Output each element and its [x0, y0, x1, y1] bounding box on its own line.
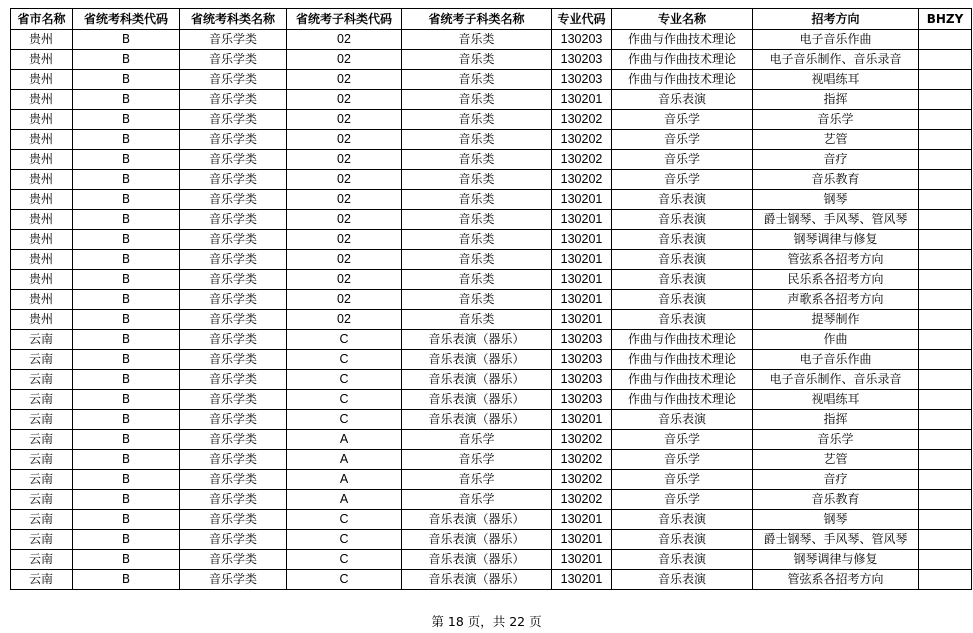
table-row	[11, 510, 972, 530]
cell-subcategory-code: 02	[287, 230, 402, 250]
cell-category-code: B	[73, 290, 180, 310]
cell-category-name: 音乐学类	[180, 390, 287, 410]
cell-category-name: 音乐学类	[180, 250, 287, 270]
cell-category-name: 音乐学类	[180, 30, 287, 50]
table-row	[11, 470, 972, 490]
cell-major-name: 音乐学	[612, 490, 753, 510]
cell-category-name: 音乐学类	[180, 470, 287, 490]
cell-major-code: 130203	[552, 350, 612, 370]
cell-direction: 管弦系各招考方向	[753, 250, 919, 270]
cell-major-code: 130203	[552, 30, 612, 50]
cell-category-code: B	[73, 450, 180, 470]
cell-category-code: B	[73, 510, 180, 530]
cell-province: 贵州	[11, 110, 73, 130]
cell-province: 云南	[11, 430, 73, 450]
cell-bhzy	[919, 390, 972, 410]
cell-bhzy	[919, 550, 972, 570]
cell-subcategory-code: C	[287, 370, 402, 390]
cell-major-code: 130201	[552, 530, 612, 550]
table-row	[11, 170, 972, 190]
cell-province: 云南	[11, 330, 73, 350]
cell-direction: 指挥	[753, 90, 919, 110]
table-row	[11, 110, 972, 130]
cell-subcategory-name: 音乐表演（器乐）	[402, 410, 552, 430]
cell-major-name: 音乐表演	[612, 190, 753, 210]
table-row	[11, 250, 972, 270]
table-row	[11, 330, 972, 350]
cell-direction: 音乐教育	[753, 490, 919, 510]
cell-major-code: 130202	[552, 150, 612, 170]
cell-subcategory-name: 音乐类	[402, 170, 552, 190]
cell-subcategory-name: 音乐类	[402, 150, 552, 170]
cell-bhzy	[919, 70, 972, 90]
cell-province: 云南	[11, 570, 73, 590]
cell-major-name: 作曲与作曲技术理论	[612, 370, 753, 390]
cell-direction: 音乐学	[753, 110, 919, 130]
table-row	[11, 410, 972, 430]
cell-direction: 声歌系各招考方向	[753, 290, 919, 310]
cell-subcategory-name: 音乐表演（器乐）	[402, 550, 552, 570]
cell-subcategory-name: 音乐学	[402, 490, 552, 510]
cell-province: 贵州	[11, 90, 73, 110]
cell-major-name: 音乐学	[612, 110, 753, 130]
cell-major-code: 130201	[552, 290, 612, 310]
cell-major-name: 音乐表演	[612, 530, 753, 550]
cell-subcategory-code: C	[287, 390, 402, 410]
cell-category-code: B	[73, 530, 180, 550]
cell-province: 贵州	[11, 30, 73, 50]
table-row	[11, 430, 972, 450]
cell-province: 云南	[11, 470, 73, 490]
cell-bhzy	[919, 490, 972, 510]
cell-subcategory-name: 音乐学	[402, 450, 552, 470]
cell-major-code: 130202	[552, 430, 612, 450]
cell-major-code: 130201	[552, 310, 612, 330]
cell-direction: 民乐系各招考方向	[753, 270, 919, 290]
cell-subcategory-code: C	[287, 530, 402, 550]
cell-major-code: 130201	[552, 410, 612, 430]
header-category-name: 省统考科类名称	[180, 9, 287, 30]
cell-subcategory-code: 02	[287, 130, 402, 150]
cell-major-code: 130201	[552, 570, 612, 590]
cell-direction: 钢琴	[753, 510, 919, 530]
cell-major-name: 音乐表演	[612, 410, 753, 430]
header-major-name: 专业名称	[612, 9, 753, 30]
cell-major-code: 130201	[552, 250, 612, 270]
cell-province: 贵州	[11, 150, 73, 170]
cell-bhzy	[919, 90, 972, 110]
cell-category-code: B	[73, 130, 180, 150]
cell-major-code: 130202	[552, 130, 612, 150]
cell-direction: 视唱练耳	[753, 390, 919, 410]
cell-category-code: B	[73, 70, 180, 90]
table-body	[11, 30, 972, 590]
cell-subcategory-name: 音乐类	[402, 110, 552, 130]
cell-subcategory-code: A	[287, 470, 402, 490]
cell-major-code: 130201	[552, 90, 612, 110]
cell-bhzy	[919, 330, 972, 350]
cell-major-name: 音乐学	[612, 150, 753, 170]
cell-major-code: 130202	[552, 450, 612, 470]
cell-category-name: 音乐学类	[180, 190, 287, 210]
cell-direction: 提琴制作	[753, 310, 919, 330]
cell-subcategory-code: C	[287, 570, 402, 590]
cell-province: 贵州	[11, 250, 73, 270]
cell-subcategory-name: 音乐表演（器乐）	[402, 510, 552, 530]
cell-major-name: 音乐表演	[612, 230, 753, 250]
cell-major-name: 音乐学	[612, 430, 753, 450]
cell-major-name: 音乐表演	[612, 510, 753, 530]
cell-subcategory-code: 02	[287, 110, 402, 130]
cell-subcategory-code: 02	[287, 210, 402, 230]
cell-category-name: 音乐学类	[180, 270, 287, 290]
cell-direction: 管弦系各招考方向	[753, 570, 919, 590]
cell-province: 贵州	[11, 170, 73, 190]
cell-category-code: B	[73, 30, 180, 50]
cell-direction: 艺管	[753, 450, 919, 470]
cell-subcategory-code: 02	[287, 250, 402, 270]
cell-subcategory-name: 音乐类	[402, 310, 552, 330]
cell-category-code: B	[73, 490, 180, 510]
cell-province: 云南	[11, 510, 73, 530]
header-province: 省市名称	[11, 9, 73, 30]
cell-direction: 爵士钢琴、手风琴、管风琴	[753, 210, 919, 230]
cell-bhzy	[919, 170, 972, 190]
cell-category-name: 音乐学类	[180, 550, 287, 570]
table-row	[11, 190, 972, 210]
cell-province: 云南	[11, 370, 73, 390]
cell-bhzy	[919, 30, 972, 50]
cell-direction: 音疗	[753, 150, 919, 170]
cell-bhzy	[919, 310, 972, 330]
cell-direction: 音乐教育	[753, 170, 919, 190]
cell-major-name: 音乐表演	[612, 210, 753, 230]
cell-direction: 电子音乐作曲	[753, 350, 919, 370]
cell-subcategory-code: A	[287, 430, 402, 450]
cell-subcategory-name: 音乐类	[402, 30, 552, 50]
table-row	[11, 50, 972, 70]
header-direction: 招考方向	[753, 9, 919, 30]
cell-bhzy	[919, 50, 972, 70]
table-row	[11, 350, 972, 370]
table-row	[11, 550, 972, 570]
table-row	[11, 530, 972, 550]
cell-subcategory-name: 音乐类	[402, 70, 552, 90]
cell-bhzy	[919, 410, 972, 430]
cell-major-code: 130201	[552, 210, 612, 230]
cell-major-name: 作曲与作曲技术理论	[612, 390, 753, 410]
cell-category-name: 音乐学类	[180, 230, 287, 250]
cell-major-name: 作曲与作曲技术理论	[612, 70, 753, 90]
cell-province: 贵州	[11, 310, 73, 330]
cell-major-code: 130202	[552, 170, 612, 190]
cell-category-code: B	[73, 370, 180, 390]
table-row	[11, 570, 972, 590]
cell-province: 云南	[11, 410, 73, 430]
cell-province: 云南	[11, 450, 73, 470]
table-row	[11, 270, 972, 290]
cell-category-code: B	[73, 330, 180, 350]
cell-major-code: 130201	[552, 190, 612, 210]
cell-subcategory-name: 音乐类	[402, 250, 552, 270]
cell-subcategory-code: C	[287, 410, 402, 430]
cell-bhzy	[919, 210, 972, 230]
cell-category-name: 音乐学类	[180, 570, 287, 590]
cell-category-code: B	[73, 350, 180, 370]
cell-category-code: B	[73, 410, 180, 430]
cell-subcategory-name: 音乐类	[402, 190, 552, 210]
admissions-table-container	[10, 8, 972, 590]
table-row	[11, 310, 972, 330]
cell-major-name: 作曲与作曲技术理论	[612, 50, 753, 70]
cell-province: 贵州	[11, 70, 73, 90]
cell-major-name: 音乐表演	[612, 310, 753, 330]
cell-category-code: B	[73, 550, 180, 570]
cell-province: 云南	[11, 490, 73, 510]
table-row	[11, 370, 972, 390]
table-row	[11, 150, 972, 170]
cell-province: 云南	[11, 530, 73, 550]
cell-major-name: 音乐学	[612, 470, 753, 490]
cell-category-name: 音乐学类	[180, 310, 287, 330]
header-major-code: 专业代码	[552, 9, 612, 30]
cell-category-name: 音乐学类	[180, 430, 287, 450]
cell-category-code: B	[73, 210, 180, 230]
cell-province: 贵州	[11, 50, 73, 70]
cell-category-code: B	[73, 310, 180, 330]
cell-subcategory-name: 音乐类	[402, 270, 552, 290]
cell-bhzy	[919, 230, 972, 250]
cell-province: 贵州	[11, 230, 73, 250]
table-row	[11, 210, 972, 230]
cell-subcategory-code: C	[287, 350, 402, 370]
cell-major-code: 130201	[552, 270, 612, 290]
header-subcategory-name: 省统考子科类名称	[402, 9, 552, 30]
cell-subcategory-code: 02	[287, 30, 402, 50]
cell-major-code: 130201	[552, 230, 612, 250]
cell-subcategory-code: 02	[287, 310, 402, 330]
cell-major-code: 130202	[552, 490, 612, 510]
cell-subcategory-name: 音乐表演（器乐）	[402, 570, 552, 590]
cell-category-code: B	[73, 270, 180, 290]
cell-subcategory-code: 02	[287, 50, 402, 70]
cell-subcategory-name: 音乐类	[402, 290, 552, 310]
cell-major-name: 音乐表演	[612, 250, 753, 270]
cell-major-code: 130203	[552, 330, 612, 350]
cell-major-code: 130201	[552, 510, 612, 530]
cell-province: 云南	[11, 550, 73, 570]
admissions-table	[10, 8, 972, 590]
cell-bhzy	[919, 530, 972, 550]
cell-bhzy	[919, 270, 972, 290]
cell-category-name: 音乐学类	[180, 210, 287, 230]
cell-major-name: 音乐学	[612, 450, 753, 470]
cell-major-code: 130202	[552, 110, 612, 130]
cell-major-name: 作曲与作曲技术理论	[612, 330, 753, 350]
cell-subcategory-name: 音乐表演（器乐）	[402, 330, 552, 350]
cell-province: 贵州	[11, 270, 73, 290]
cell-category-name: 音乐学类	[180, 450, 287, 470]
cell-subcategory-name: 音乐学	[402, 470, 552, 490]
cell-province: 贵州	[11, 290, 73, 310]
cell-major-name: 音乐表演	[612, 90, 753, 110]
cell-subcategory-name: 音乐表演（器乐）	[402, 530, 552, 550]
table-row	[11, 90, 972, 110]
cell-category-name: 音乐学类	[180, 350, 287, 370]
header-category-code: 省统考科类代码	[73, 9, 180, 30]
cell-bhzy	[919, 470, 972, 490]
cell-category-name: 音乐学类	[180, 490, 287, 510]
cell-category-name: 音乐学类	[180, 510, 287, 530]
cell-category-code: B	[73, 170, 180, 190]
cell-category-name: 音乐学类	[180, 110, 287, 130]
table-row	[11, 30, 972, 50]
cell-direction: 电子音乐制作、音乐录音	[753, 370, 919, 390]
cell-subcategory-name: 音乐类	[402, 230, 552, 250]
cell-direction: 视唱练耳	[753, 70, 919, 90]
cell-direction: 音乐学	[753, 430, 919, 450]
cell-subcategory-code: A	[287, 450, 402, 470]
cell-category-code: B	[73, 390, 180, 410]
cell-province: 贵州	[11, 190, 73, 210]
cell-subcategory-name: 音乐表演（器乐）	[402, 370, 552, 390]
cell-direction: 钢琴	[753, 190, 919, 210]
cell-category-code: B	[73, 230, 180, 250]
cell-bhzy	[919, 110, 972, 130]
cell-direction: 指挥	[753, 410, 919, 430]
cell-major-name: 音乐表演	[612, 570, 753, 590]
cell-major-code: 130202	[552, 470, 612, 490]
cell-province: 贵州	[11, 210, 73, 230]
cell-category-code: B	[73, 90, 180, 110]
cell-subcategory-name: 音乐表演（器乐）	[402, 350, 552, 370]
cell-category-code: B	[73, 50, 180, 70]
table-header-row	[11, 9, 972, 30]
cell-bhzy	[919, 570, 972, 590]
cell-subcategory-name: 音乐类	[402, 130, 552, 150]
cell-major-name: 作曲与作曲技术理论	[612, 350, 753, 370]
cell-bhzy	[919, 430, 972, 450]
cell-subcategory-name: 音乐类	[402, 210, 552, 230]
cell-subcategory-code: 02	[287, 190, 402, 210]
cell-direction: 电子音乐作曲	[753, 30, 919, 50]
cell-subcategory-name: 音乐类	[402, 90, 552, 110]
table-row	[11, 490, 972, 510]
cell-category-code: B	[73, 150, 180, 170]
cell-bhzy	[919, 150, 972, 170]
cell-direction: 钢琴调律与修复	[753, 230, 919, 250]
cell-direction: 爵士钢琴、手风琴、管风琴	[753, 530, 919, 550]
cell-subcategory-name: 音乐表演（器乐）	[402, 390, 552, 410]
cell-category-code: B	[73, 470, 180, 490]
cell-subcategory-code: 02	[287, 290, 402, 310]
cell-category-name: 音乐学类	[180, 90, 287, 110]
cell-direction: 音疗	[753, 470, 919, 490]
cell-subcategory-name: 音乐类	[402, 50, 552, 70]
cell-subcategory-code: C	[287, 550, 402, 570]
cell-category-name: 音乐学类	[180, 170, 287, 190]
cell-major-code: 130203	[552, 70, 612, 90]
cell-subcategory-code: 02	[287, 70, 402, 90]
cell-bhzy	[919, 130, 972, 150]
cell-province: 云南	[11, 350, 73, 370]
cell-category-name: 音乐学类	[180, 70, 287, 90]
cell-bhzy	[919, 250, 972, 270]
cell-subcategory-code: C	[287, 510, 402, 530]
cell-category-name: 音乐学类	[180, 530, 287, 550]
page-number: 第 18 页，共 22 页	[431, 614, 542, 629]
cell-major-name: 音乐学	[612, 170, 753, 190]
table-row	[11, 230, 972, 250]
cell-bhzy	[919, 370, 972, 390]
cell-category-name: 音乐学类	[180, 370, 287, 390]
cell-subcategory-code: 02	[287, 150, 402, 170]
cell-subcategory-code: A	[287, 490, 402, 510]
cell-category-name: 音乐学类	[180, 410, 287, 430]
cell-direction: 钢琴调律与修复	[753, 550, 919, 570]
cell-category-code: B	[73, 430, 180, 450]
cell-direction: 作曲	[753, 330, 919, 350]
cell-category-code: B	[73, 570, 180, 590]
cell-direction: 电子音乐制作、音乐录音	[753, 50, 919, 70]
cell-major-name: 音乐表演	[612, 550, 753, 570]
cell-subcategory-name: 音乐学	[402, 430, 552, 450]
cell-major-name: 音乐学	[612, 130, 753, 150]
table-row	[11, 390, 972, 410]
cell-subcategory-code: C	[287, 330, 402, 350]
cell-bhzy	[919, 450, 972, 470]
cell-category-name: 音乐学类	[180, 330, 287, 350]
cell-category-name: 音乐学类	[180, 130, 287, 150]
cell-subcategory-code: 02	[287, 270, 402, 290]
cell-bhzy	[919, 510, 972, 530]
cell-category-code: B	[73, 110, 180, 130]
cell-major-code: 130203	[552, 390, 612, 410]
cell-category-name: 音乐学类	[180, 50, 287, 70]
cell-major-name: 音乐表演	[612, 290, 753, 310]
cell-direction: 艺管	[753, 130, 919, 150]
table-row	[11, 290, 972, 310]
table-row	[11, 450, 972, 470]
cell-province: 贵州	[11, 130, 73, 150]
cell-subcategory-code: 02	[287, 90, 402, 110]
cell-major-name: 音乐表演	[612, 270, 753, 290]
cell-province: 云南	[11, 390, 73, 410]
table-row	[11, 130, 972, 150]
header-bhzy: BHZY	[919, 9, 972, 30]
cell-bhzy	[919, 350, 972, 370]
cell-category-code: B	[73, 250, 180, 270]
cell-major-code: 130203	[552, 370, 612, 390]
cell-major-code: 130203	[552, 50, 612, 70]
cell-bhzy	[919, 190, 972, 210]
cell-major-name: 作曲与作曲技术理论	[612, 30, 753, 50]
cell-bhzy	[919, 290, 972, 310]
header-subcategory-code: 省统考子科类代码	[287, 9, 402, 30]
cell-category-name: 音乐学类	[180, 290, 287, 310]
cell-major-code: 130201	[552, 550, 612, 570]
cell-category-code: B	[73, 190, 180, 210]
cell-subcategory-code: 02	[287, 170, 402, 190]
table-row	[11, 70, 972, 90]
cell-category-name: 音乐学类	[180, 150, 287, 170]
